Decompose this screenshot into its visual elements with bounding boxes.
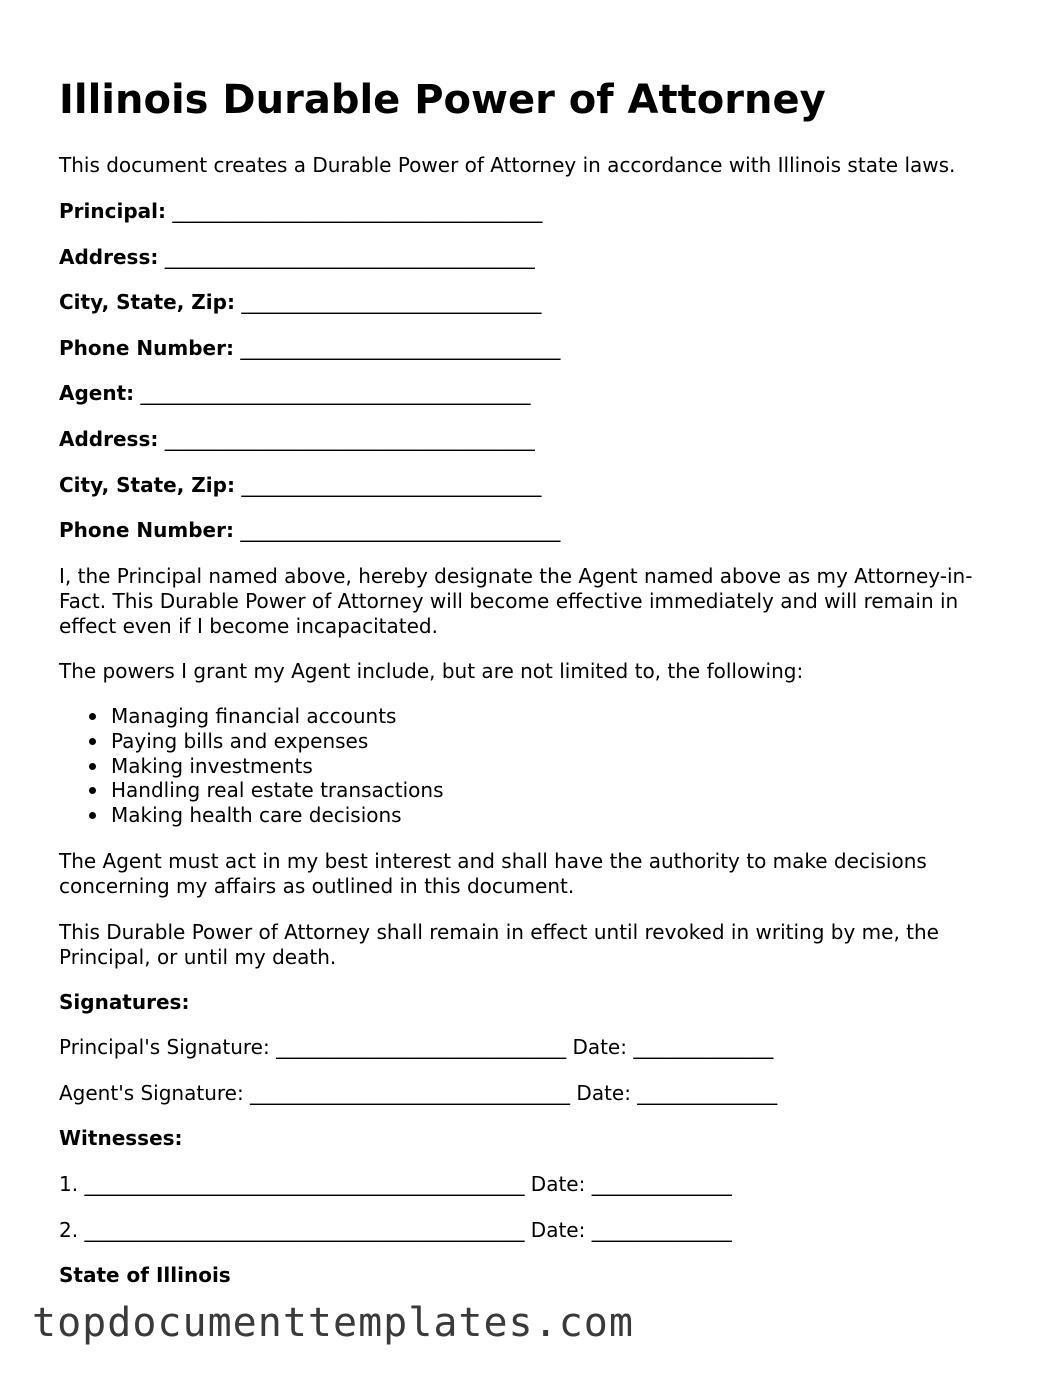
principal-phone-blank: ________________________________ bbox=[240, 336, 561, 360]
principal-city-label: City, State, Zip: bbox=[59, 290, 235, 314]
list-item: Managing financial accounts bbox=[111, 704, 444, 729]
principal-city-blank: ______________________________ bbox=[241, 290, 542, 314]
principal-city-field bbox=[59, 290, 541, 315]
witness-line-1: 1. ____________________________________________ Date: ______________ bbox=[59, 1172, 732, 1196]
agent-duty-paragraph: The Agent must act in my best interest and shall have the authority to make decisions concerning my affairs as outlined in this document. bbox=[59, 849, 927, 898]
revocation-paragraph: This Durable Power of Attorney shall remain in effect until revoked in writing by me, the Principal, or until my death. bbox=[59, 920, 939, 969]
principal-blank: _____________________________________ bbox=[172, 199, 543, 223]
powers-intro: The powers I grant my Agent include, but are not limited to, the following: bbox=[59, 659, 804, 683]
agent-phone-label: Phone Number: bbox=[59, 518, 234, 542]
agent-address-label: Address: bbox=[59, 427, 159, 451]
agent-phone-field bbox=[59, 518, 560, 543]
principal-signature-line: Principal's Signature: _____________________________ Date: ______________ bbox=[59, 1035, 774, 1059]
agent-signature-line: Agent's Signature: ________________________________ Date: ______________ bbox=[59, 1081, 778, 1105]
witness-line-2: 2. ____________________________________________ Date: ______________ bbox=[59, 1218, 732, 1242]
agent-label: Agent: bbox=[59, 381, 135, 405]
signatures-heading: Signatures: bbox=[59, 990, 190, 1014]
agent-city-label: City, State, Zip: bbox=[59, 473, 235, 497]
intro-text: This document creates a Durable Power of Attorney in accordance with Illinois state laws. bbox=[59, 153, 956, 177]
designation-paragraph: I, the Principal named above, hereby designate the Agent named above as my Attorney-in-Fact. This Durable Power of Attorney will become effective immediately and will remain in effect even if I become incapacitated. bbox=[59, 564, 973, 638]
document-title: Illinois Durable Power of Attorney bbox=[59, 77, 826, 123]
agent-address-blank: _____________________________________ bbox=[164, 427, 535, 451]
principal-address-field bbox=[59, 245, 535, 270]
principal-phone-field bbox=[59, 336, 560, 361]
agent-blank: _______________________________________ bbox=[140, 381, 531, 405]
principal-label: Principal: bbox=[59, 199, 166, 223]
state-heading: State of Illinois bbox=[59, 1263, 231, 1287]
agent-city-blank: ______________________________ bbox=[241, 473, 542, 497]
watermark-text: topdocumenttemplates.com bbox=[32, 1300, 634, 1346]
list-item: Paying bills and expenses bbox=[111, 729, 444, 754]
agent-city-field bbox=[59, 473, 541, 498]
agent-field bbox=[59, 381, 531, 406]
agent-address-field bbox=[59, 427, 535, 452]
witnesses-heading: Witnesses: bbox=[59, 1126, 183, 1150]
list-item: Making investments bbox=[111, 754, 444, 779]
powers-list bbox=[59, 704, 444, 828]
list-item: Making health care decisions bbox=[111, 803, 444, 828]
principal-field bbox=[59, 199, 542, 224]
principal-address-label: Address: bbox=[59, 245, 159, 269]
list-item: Handling real estate transactions bbox=[111, 778, 444, 803]
principal-phone-label: Phone Number: bbox=[59, 336, 234, 360]
agent-phone-blank: ________________________________ bbox=[240, 518, 561, 542]
principal-address-blank: _____________________________________ bbox=[164, 245, 535, 269]
